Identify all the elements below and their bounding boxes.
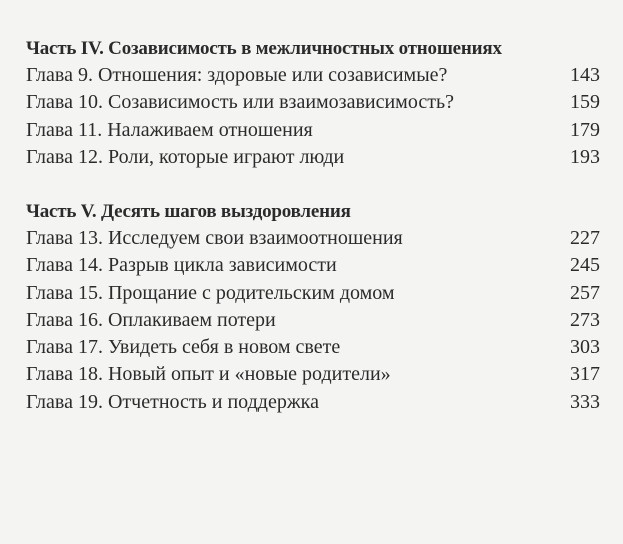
toc-entry [26,334,600,361]
chapter-page-number: 159 [570,91,600,114]
part-iv-section [26,36,600,171]
chapter-page-number: 193 [570,145,600,168]
chapter-page-number: 257 [570,281,600,304]
toc-entry [26,89,600,116]
part-v-section [26,199,600,416]
part-title: Часть V. Десять шагов выздоровления [26,201,351,222]
chapter-title: Глава 12. Роли, которые играют люди [26,145,345,168]
toc-entry [26,307,600,334]
toc-entry [26,252,600,279]
chapter-page-number: 273 [570,308,600,331]
chapter-title: Глава 9. Отношения: здоровые или созависимые? [26,64,448,86]
toc-entry [26,62,600,89]
chapter-title: Глава 17. Увидеть себя в новом свете [26,336,341,359]
chapter-page-number: 317 [570,363,600,386]
part-title: Часть IV. Созависимость в межличностных отношениях [26,38,502,59]
toc-entry [26,361,600,388]
toc-entry [26,144,600,171]
chapter-title: Глава 10. Созависимость или взаимозависимость? [26,91,454,114]
chapter-title: Глава 19. Отчетность и поддержка [26,390,319,413]
toc-entry [26,225,600,252]
chapter-title: Глава 13. Исследуем свои взаимоотношения [26,227,403,249]
chapter-page-number: 227 [570,227,600,249]
chapter-title: Глава 15. Прощание с родительским домом [26,281,395,304]
chapter-title: Глава 18. Новый опыт и «новые родители» [26,363,391,386]
toc-entry [26,117,600,144]
chapter-page-number: 333 [570,390,600,413]
chapter-page-number: 245 [570,254,600,277]
chapter-title: Глава 16. Оплакиваем потери [26,308,276,331]
chapter-page-number: 303 [570,336,600,359]
chapter-title: Глава 14. Разрыв цикла зависимости [26,254,337,277]
chapter-title: Глава 11. Налаживаем отношения [26,118,313,141]
chapter-page-number: 179 [570,118,600,141]
toc-entry [26,280,600,307]
toc-entry [26,389,600,416]
chapter-page-number: 143 [570,64,600,86]
